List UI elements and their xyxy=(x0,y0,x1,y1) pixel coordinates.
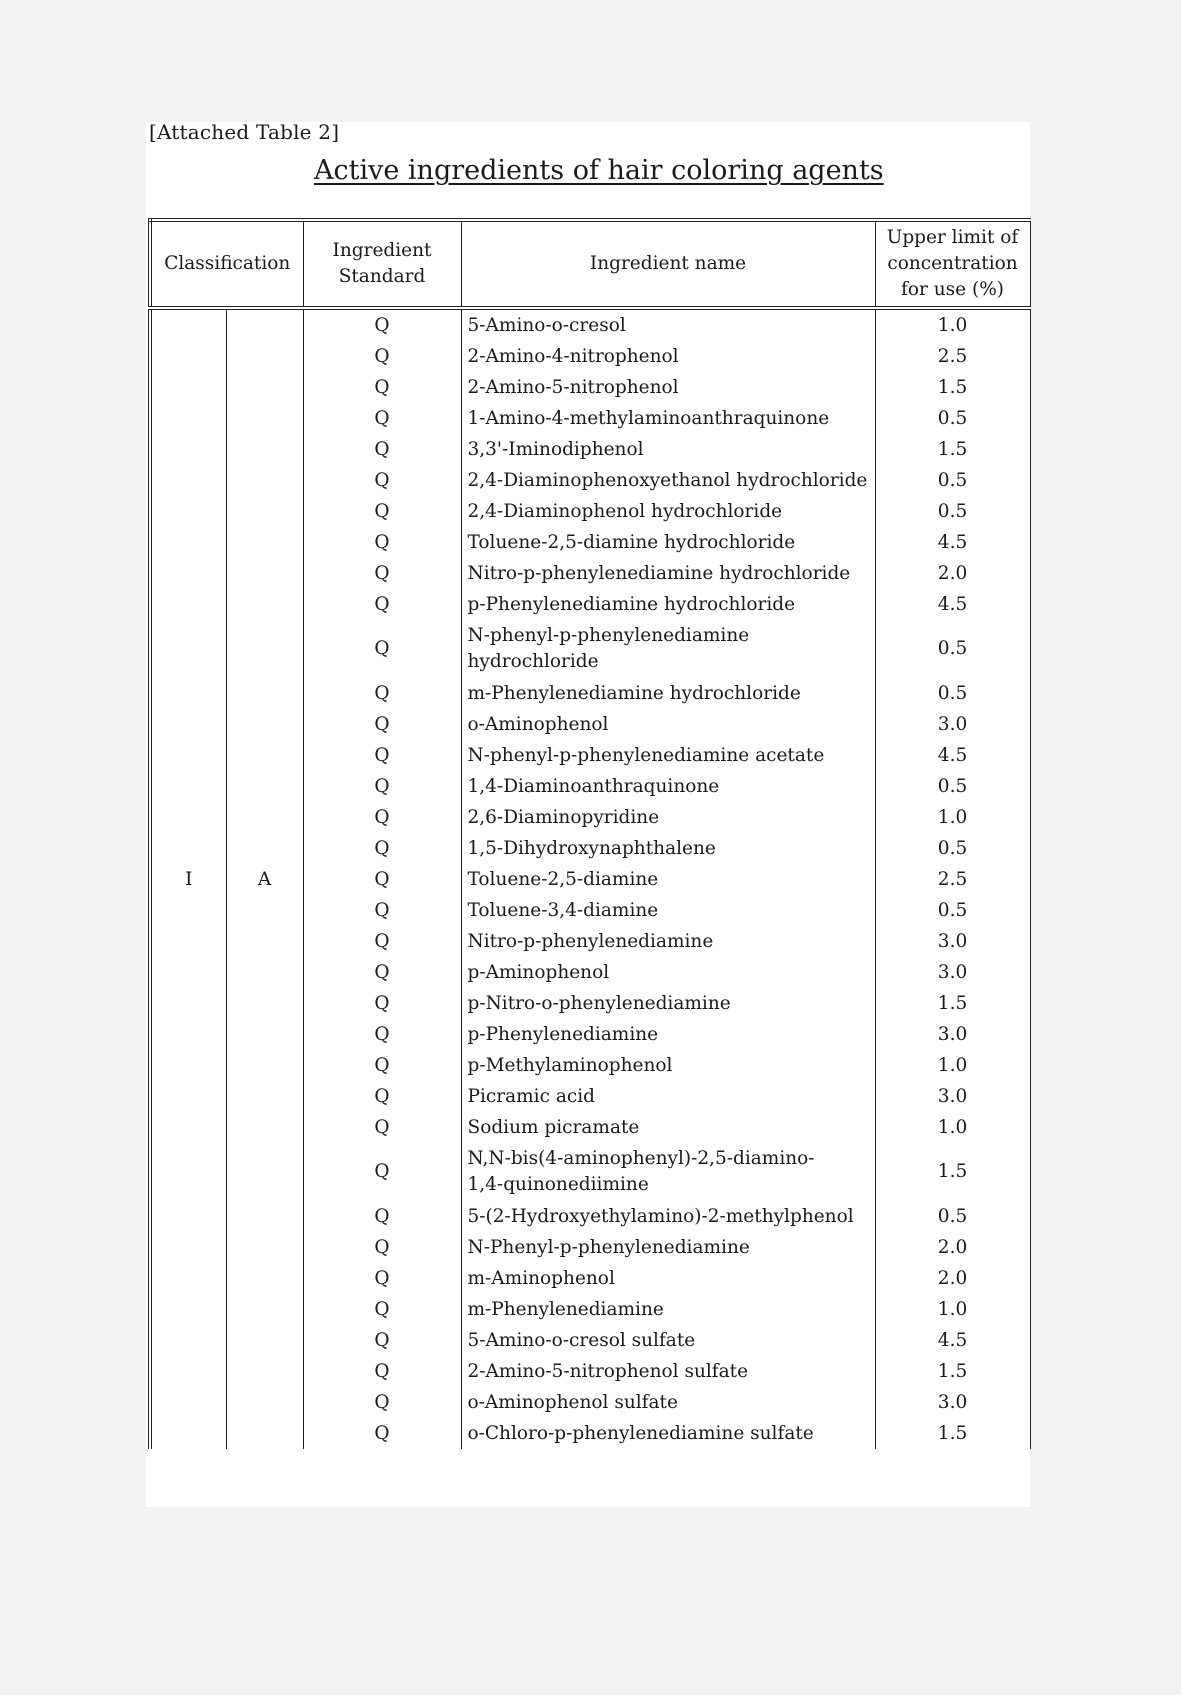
ingredient-name-cell: m-Phenylenediamine hydrochloride xyxy=(461,678,875,709)
concentration-limit-cell: 2.5 xyxy=(937,869,968,890)
ingredient-name-cell: 1,5-Dihydroxynaphthalene xyxy=(461,833,875,864)
ingredient-standard-cell: Q xyxy=(303,558,461,589)
concentration-limit-cell: 3.0 xyxy=(937,1086,968,1107)
concentration-limit-cell: 1.5 xyxy=(937,1161,968,1182)
concentration-limit-cell: 4.5 xyxy=(937,1330,968,1351)
ingredient-standard-cell: Q xyxy=(303,465,461,496)
ingredient-standard-cell: Q xyxy=(303,1050,461,1081)
ingredients-table xyxy=(148,218,1031,1449)
ingredient-name-cell: 2,4-Diaminophenoxyethanol hydrochloride xyxy=(461,465,875,496)
ingredient-standard-cell: Q xyxy=(303,1387,461,1418)
ingredient-name-cell: N-phenyl-p-phenylenediamine acetate xyxy=(461,740,875,771)
ingredient-standard-cell: Q xyxy=(303,1294,461,1325)
concentration-limit-cell: 3.0 xyxy=(937,931,968,952)
ingredient-name-cell: 2,6-Diaminopyridine xyxy=(461,802,875,833)
ingredient-standard-cell: Q xyxy=(303,308,461,341)
concentration-limit-cell: 1.0 xyxy=(937,315,968,336)
ingredient-standard-cell: Q xyxy=(303,926,461,957)
ingredient-name-cell: 3,3'-Iminodiphenol xyxy=(461,434,875,465)
ingredient-standard-cell: Q xyxy=(303,1143,461,1201)
concentration-limit-cell: 0.5 xyxy=(937,1206,968,1227)
classification-1-cell: I xyxy=(150,308,226,1449)
header-ingredient-standard xyxy=(303,220,461,308)
page-title: Active ingredients of hair coloring agents xyxy=(314,155,884,186)
ingredient-standard-cell: Q xyxy=(303,496,461,527)
ingredient-standard-cell: Q xyxy=(303,403,461,434)
ingredient-name-cell: p-Aminophenol xyxy=(461,957,875,988)
ingredient-name-cell: Toluene-2,5-diamine hydrochloride xyxy=(461,527,875,558)
ingredient-name-cell: p-Methylaminophenol xyxy=(461,1050,875,1081)
table-row xyxy=(150,308,1030,341)
concentration-limit-cell: 0.5 xyxy=(937,776,968,797)
concentration-limit-cell: 3.0 xyxy=(937,714,968,735)
ingredient-standard-cell: Q xyxy=(303,589,461,620)
ingredient-name-cell: p-Nitro-o-phenylenediamine xyxy=(461,988,875,1019)
header-classification: Classification xyxy=(150,220,303,308)
header-upper-limit-text: Upper limit of concentration for use (%) xyxy=(886,227,1019,300)
ingredient-name-cell: 1-Amino-4-methylaminoanthraquinone xyxy=(461,403,875,434)
concentration-limit-cell: 1.0 xyxy=(937,1055,968,1076)
ingredient-name-cell: p-Phenylenediamine xyxy=(461,1019,875,1050)
classification-2-cell: A xyxy=(226,308,303,1449)
header-upper-limit xyxy=(875,220,1030,308)
ingredient-standard-cell: Q xyxy=(303,1418,461,1449)
concentration-limit-cell: 4.5 xyxy=(937,532,968,553)
ingredient-name-cell: 2,4-Diaminophenol hydrochloride xyxy=(461,496,875,527)
header-ingredient-standard-text: Ingredient Standard xyxy=(332,240,432,287)
ingredient-name-cell: m-Phenylenediamine xyxy=(461,1294,875,1325)
ingredient-name-cell: N-Phenyl-p-phenylenediamine xyxy=(461,1232,875,1263)
concentration-limit-cell: 1.5 xyxy=(937,1361,968,1382)
ingredient-name-cell: Toluene-3,4-diamine xyxy=(461,895,875,926)
ingredient-name-cell: 5-(2-Hydroxyethylamino)-2-methylphenol xyxy=(461,1201,875,1232)
ingredient-name-cell: Picramic acid xyxy=(461,1081,875,1112)
concentration-limit-cell: 3.0 xyxy=(937,1024,968,1045)
ingredient-name-cell: o-Chloro-p-phenylenediamine sulfate xyxy=(461,1418,875,1449)
ingredient-name-cell: Nitro-p-phenylenediamine hydrochloride xyxy=(461,558,875,589)
ingredient-standard-cell: Q xyxy=(303,620,461,678)
ingredient-standard-cell: Q xyxy=(303,988,461,1019)
ingredient-name-cell: o-Aminophenol xyxy=(461,709,875,740)
ingredient-name-cell: 2-Amino-4-nitrophenol xyxy=(461,341,875,372)
ingredient-standard-cell: Q xyxy=(303,1112,461,1143)
concentration-limit-cell: 3.0 xyxy=(937,1392,968,1413)
ingredient-standard-cell: Q xyxy=(303,678,461,709)
ingredient-standard-cell: Q xyxy=(303,1263,461,1294)
ingredient-standard-cell: Q xyxy=(303,1081,461,1112)
ingredient-standard-cell: Q xyxy=(303,434,461,465)
concentration-limit-cell: 0.5 xyxy=(937,900,968,921)
concentration-limit-cell: 2.0 xyxy=(937,1268,968,1289)
header-ingredient-name: Ingredient name xyxy=(461,220,875,308)
ingredient-standard-cell: Q xyxy=(303,833,461,864)
concentration-limit-cell: 1.5 xyxy=(937,377,968,398)
table-body xyxy=(150,308,1030,1449)
ingredient-name-cell: 5-Amino-o-cresol sulfate xyxy=(461,1325,875,1356)
ingredient-standard-cell: Q xyxy=(303,864,461,895)
ingredient-standard-cell: Q xyxy=(303,1201,461,1232)
ingredient-name-cell: Nitro-p-phenylenediamine xyxy=(461,926,875,957)
ingredient-name-cell: N,N-bis(4-aminophenyl)-2,5-diamino-1,4-quinonediimine xyxy=(461,1143,875,1201)
table-header-row xyxy=(150,220,1030,308)
ingredient-standard-cell: Q xyxy=(303,709,461,740)
concentration-limit-cell: 1.0 xyxy=(937,1117,968,1138)
concentration-limit-cell: 0.5 xyxy=(937,470,968,491)
concentration-limit-cell: 2.0 xyxy=(937,563,968,584)
concentration-limit-cell: 2.0 xyxy=(937,1237,968,1258)
ingredient-name-cell: Toluene-2,5-diamine xyxy=(461,864,875,895)
ingredient-name-cell: 2-Amino-5-nitrophenol xyxy=(461,372,875,403)
ingredient-standard-cell: Q xyxy=(303,1325,461,1356)
concentration-limit-cell: 1.5 xyxy=(937,993,968,1014)
concentration-limit-cell: 2.5 xyxy=(937,346,968,367)
ingredient-standard-cell: Q xyxy=(303,1356,461,1387)
ingredient-standard-cell: Q xyxy=(303,740,461,771)
ingredient-standard-cell: Q xyxy=(303,341,461,372)
concentration-limit-cell: 0.5 xyxy=(937,838,968,859)
concentration-limit-cell: 1.5 xyxy=(937,1423,968,1444)
concentration-limit-cell: 3.0 xyxy=(937,962,968,983)
ingredient-standard-cell: Q xyxy=(303,895,461,926)
ingredient-standard-cell: Q xyxy=(303,957,461,988)
ingredient-name-cell: m-Aminophenol xyxy=(461,1263,875,1294)
concentration-limit-cell: 0.5 xyxy=(937,683,968,704)
concentration-limit-cell: 1.5 xyxy=(937,439,968,460)
ingredient-standard-cell: Q xyxy=(303,527,461,558)
ingredient-name-cell: 1,4-Diaminoanthraquinone xyxy=(461,771,875,802)
concentration-limit-cell: 4.5 xyxy=(937,594,968,615)
ingredient-standard-cell: Q xyxy=(303,1232,461,1263)
ingredient-name-cell: Sodium picramate xyxy=(461,1112,875,1143)
ingredient-name-cell: N-phenyl-p-phenylenediamine hydrochloride xyxy=(461,620,875,678)
concentration-limit-cell: 1.0 xyxy=(937,1299,968,1320)
concentration-limit-cell: 4.5 xyxy=(937,745,968,766)
ingredient-name-cell: 2-Amino-5-nitrophenol sulfate xyxy=(461,1356,875,1387)
ingredient-standard-cell: Q xyxy=(303,1019,461,1050)
ingredient-name-cell: o-Aminophenol sulfate xyxy=(461,1387,875,1418)
concentration-limit-cell: 0.5 xyxy=(937,638,968,659)
ingredient-standard-cell: Q xyxy=(303,771,461,802)
concentration-limit-cell: 0.5 xyxy=(937,408,968,429)
ingredient-standard-cell: Q xyxy=(303,372,461,403)
table-caption: [Attached Table 2] xyxy=(149,120,340,144)
ingredient-standard-cell: Q xyxy=(303,802,461,833)
concentration-limit-cell: 0.5 xyxy=(937,501,968,522)
ingredient-name-cell: p-Phenylenediamine hydrochloride xyxy=(461,589,875,620)
concentration-limit-cell: 1.0 xyxy=(937,807,968,828)
ingredient-name-cell: 5-Amino-o-cresol xyxy=(461,308,875,341)
